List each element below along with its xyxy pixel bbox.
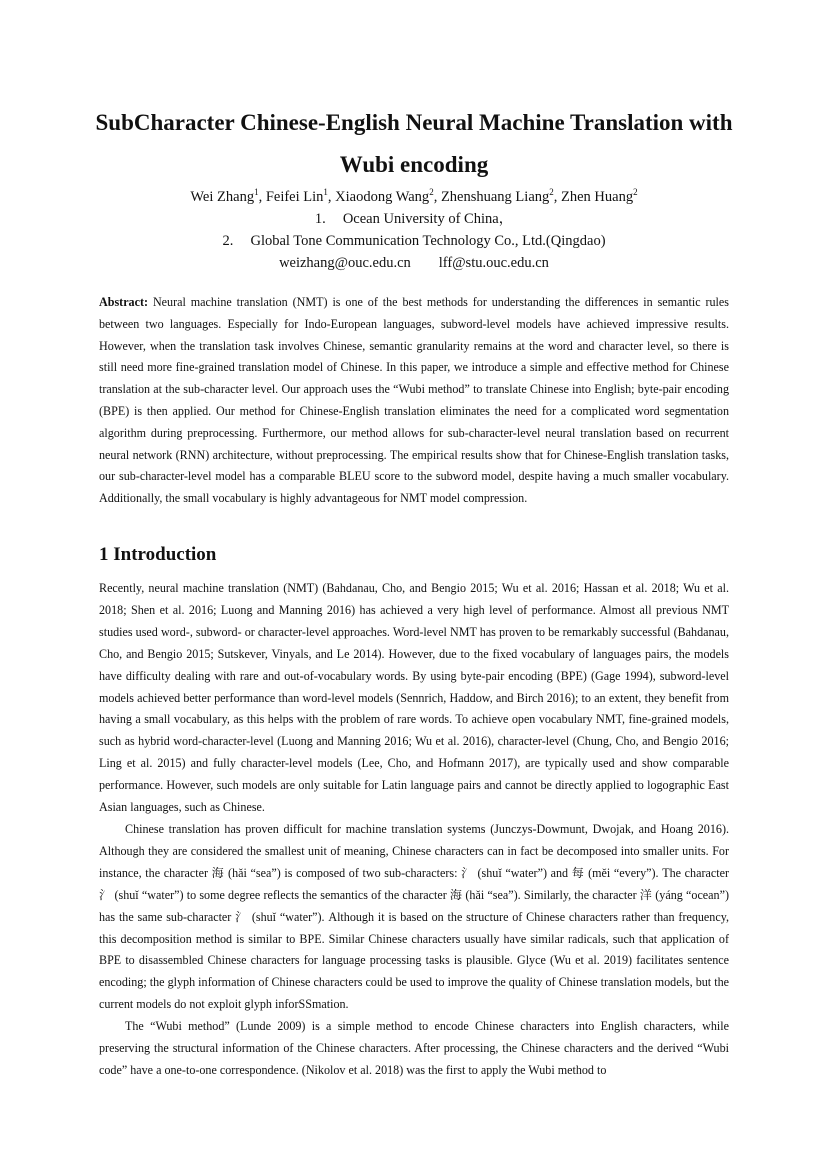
- email-address: weizhang@ouc.edu.cn: [279, 255, 411, 271]
- author-affiliation-mark: 2: [633, 187, 638, 198]
- abstract: [99, 292, 729, 510]
- abstract-label: Abstract:: [99, 295, 149, 309]
- author-list: Wei Zhang$^1$, Feifei Lin$^1$, Xiaodong Wang$^2$, Zhenshuang Liang$^2$, Zhen Huang$^2$: [190, 187, 638, 205]
- email-address: lff@stu.ouc.edu.cn: [438, 255, 549, 271]
- section-heading: 1 Introduction: [99, 544, 217, 565]
- author-affiliation-mark: 2: [549, 187, 554, 198]
- affiliation-number: 2.: [222, 233, 234, 249]
- paper-title: [60, 102, 768, 186]
- author-affiliation-mark: 2: [429, 187, 434, 198]
- author-name: Zhenshuang Liang: [440, 189, 550, 205]
- affiliation-number: 1.: [314, 211, 326, 227]
- title-line-2: Wubi encoding: [339, 152, 489, 177]
- affiliation-text: Global Tone Communication Technology Co., Ltd.(Qingdao): [250, 233, 606, 249]
- author-name: Feifei Lin: [265, 189, 324, 205]
- email-row: [60, 252, 768, 274]
- author-name: Wei Zhang: [190, 189, 255, 205]
- author-affiliation-mark: 1: [323, 187, 328, 198]
- body-paragraph: Chinese translation has proven difficult for machine translation systems (Junczys-Dowmunt, Dwojak, and Hoang 2016). Although they are considered the smallest unit of meaning, Chinese characters can in fact be decomposed into smaller units. For instance, the character 海 (hǎi “sea”) is composed of two sub-characters: 氵 (shuǐ “water”) and 每 (měi “every”). The character 氵 (shuǐ “water”) to some degree reflects the semantics of the character 海 (hǎi “sea”). Similarly, the character 洋 (yáng “ocean”) has the same sub-character 氵 (shuǐ “water”). Although it is based on the structure of Chinese characters rather than frequency, this decomposition method is similar to BPE. Similar Chinese characters usually have similar radicals, such that application of BPE to disassembled Chinese characters for language processing tasks is plausible. Glyce (Wu et al. 2019) facilitates sentence encoding; the glyph information of Chinese characters could be used to improve the quality of Chinese translation models, but the current models do not exploit glyph inforSSmation.: [99, 821, 729, 1012]
- affiliation-text: Ocean University of China，: [342, 211, 514, 227]
- author-block: [60, 186, 768, 274]
- affiliation-1: [60, 208, 768, 230]
- author-name: Zhen Huang: [561, 189, 634, 205]
- affiliation-2: [60, 230, 768, 252]
- body-paragraph: The “Wubi method” (Lunde 2009) is a simple method to encode Chinese characters into English characters, while preserving the structural information of the Chinese characters. After processing, the Chinese characters and the derived “Wubi code” have a one-to-one correspondence. (Nikolov et al. 2018) was the first to apply the Wubi method to: [99, 1019, 729, 1077]
- body-paragraph: Recently, neural machine translation (NMT) (Bahdanau, Cho, and Bengio 2015; Wu et al. 2016; Hassan et al. 2018; Wu et al. 2018; Shen et al. 2016; Luong and Manning 2016) has achieved a very high level of performance. Almost all previous NMT studies used word-, subword- or character-level approaches. Word-level NMT has proven to be remarkably successful (Bahdanau, Cho, and Bengio 2015; Sutskever, Vinyals, and Le 2014). However, due to the fixed vocabulary of languages pairs, the models have difficulty dealing with rare and out-of-vocabulary words. By using byte-pair encoding (BPE) (Gage 1994), subword-level models achieved better performance than word-level models (Sennrich, Haddow, and Birch 2016); to an extent, they benefit from having a small vocabulary, as this helps with the problem of rare words. To achieve open vocabulary NMT, fine-grained models, such as hybrid word-character-level (Luong and Manning 2016; Wu et al. 2016), character-level (Chung, Cho, and Bengio 2016; Ling et al. 2015) and fully character-level models (Lee, Cho, and Hofmann 2017), are typically used and show comparable performance. However, such models are only suitable for Latin language pairs and cannot be directly applied to logographic East Asian languages, such as Chinese.: [99, 581, 729, 815]
- section-body: [99, 578, 729, 1082]
- author-affiliation-mark: 1: [254, 187, 259, 198]
- author-name: Xiaodong Wang: [335, 189, 430, 205]
- title-line-1: SubCharacter Chinese-English Neural Machine Translation with: [95, 110, 733, 135]
- abstract-text: Neural machine translation (NMT) is one of the best methods for understanding the differences in semantic rules between two languages. Especially for Indo-European languages, subword-level models have achieved impressive results. However, when the translation task involves Chinese, semantic granularity remains at the word and character level, so there is still need more fine-grained translation model of Chinese. In this paper, we introduce a simple and effective method for Chinese translation at the sub-character level. Our approach uses the “Wubi method” to translate Chinese into English; byte-pair encoding (BPE) is then applied. Our method for Chinese-English translation eliminates the need for a complicated word segmentation algorithm during preprocessing. Furthermore, our method allows for sub-character-level neural translation based on recurrent neural network (RNN) architecture, without preprocessing. The empirical results show that for Chinese-English translation tasks, our sub-character-level model has a comparable BLEU score to the subword model, despite having a much smaller vocabulary. Additionally, the small vocabulary is highly advantageous for NMT model compression.: [99, 295, 729, 506]
